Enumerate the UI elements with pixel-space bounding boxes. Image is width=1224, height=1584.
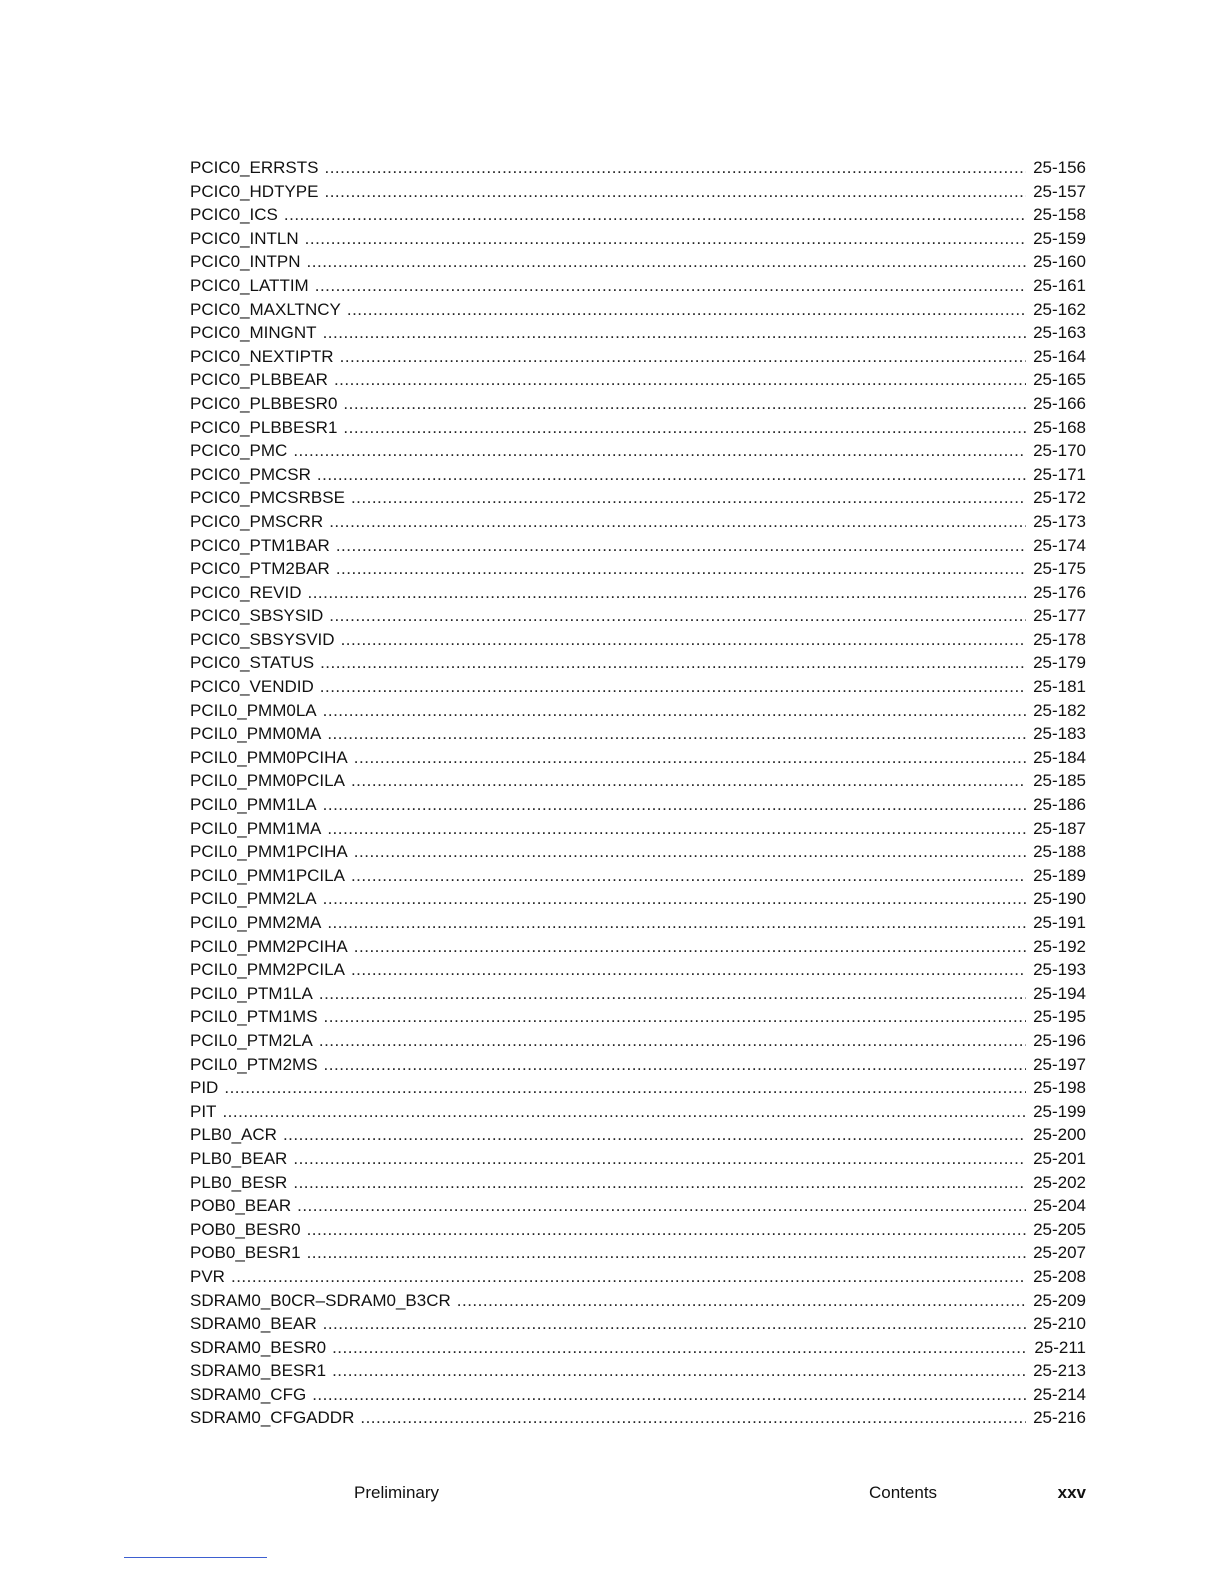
dot-leader <box>319 1029 1026 1053</box>
dot-leader <box>305 227 1026 251</box>
toc-entry-name: PCIL0_PMM1PCILA <box>190 865 345 885</box>
toc-entry-name: PCIL0_PMM2PCILA <box>190 960 345 980</box>
toc-entry[interactable] <box>190 793 1086 817</box>
toc-entry-name: POB0_BEAR <box>190 1196 292 1216</box>
toc-entry-page: 25-188 <box>1033 842 1086 862</box>
toc-entry-page: 25-214 <box>1033 1384 1086 1404</box>
toc-entry-page: 25-193 <box>1033 960 1086 980</box>
toc-entry-name: PCIC0_HDTYPE <box>190 181 319 201</box>
toc-entry[interactable] <box>190 1218 1086 1242</box>
toc-entry-page: 25-182 <box>1033 700 1086 720</box>
toc-entry[interactable] <box>190 1123 1086 1147</box>
toc-entry-page: 25-216 <box>1033 1408 1086 1428</box>
toc-entry-page: 25-209 <box>1033 1290 1086 1310</box>
dot-leader <box>351 486 1026 510</box>
toc-entry[interactable] <box>190 557 1086 581</box>
toc-entry-name: PCIC0_INTPN <box>190 252 301 272</box>
footer-page-number: xxv <box>1057 1483 1086 1502</box>
toc-entry[interactable] <box>190 1147 1086 1171</box>
toc-entry-page: 25-187 <box>1033 818 1086 838</box>
dot-leader <box>317 463 1026 487</box>
toc-entry[interactable] <box>190 227 1086 251</box>
toc-entry-name: PCIL0_PTM2MS <box>190 1054 318 1074</box>
toc-entry[interactable] <box>190 746 1086 770</box>
toc-entry[interactable] <box>190 699 1086 723</box>
toc-entry-name: PCIC0_MAXLTNCY <box>190 299 341 319</box>
toc-entry-name: SDRAM0_BESR0 <box>190 1337 327 1357</box>
dot-leader <box>323 793 1026 817</box>
dot-leader <box>329 604 1026 628</box>
toc-entry-page: 25-213 <box>1033 1361 1086 1381</box>
toc-entry-name: PCIC0_PTM1BAR <box>190 535 330 555</box>
dot-leader <box>341 628 1026 652</box>
toc-entry-name: PLB0_BEAR <box>190 1148 288 1168</box>
toc-entry[interactable] <box>190 1194 1086 1218</box>
dot-leader <box>319 982 1026 1006</box>
toc-entry[interactable] <box>190 958 1086 982</box>
toc-entry[interactable] <box>190 416 1086 440</box>
toc-entry-page: 25-201 <box>1033 1148 1086 1168</box>
toc-entry[interactable] <box>190 581 1086 605</box>
footer-status: Preliminary <box>354 1483 440 1502</box>
toc-entry[interactable] <box>190 203 1086 227</box>
toc-entry-page: 25-178 <box>1033 629 1086 649</box>
toc-entry-page: 25-162 <box>1033 299 1086 319</box>
toc-entry-name: PCIC0_PMCSRBSE <box>190 488 345 508</box>
toc-entry[interactable] <box>190 628 1086 652</box>
dot-leader <box>297 1194 1026 1218</box>
toc-entry-name: PCIL0_PMM2LA <box>190 889 317 909</box>
toc-entry[interactable] <box>190 345 1086 369</box>
toc-entry-page: 25-157 <box>1033 181 1086 201</box>
dot-leader <box>320 675 1026 699</box>
toc-entry[interactable] <box>190 1336 1086 1360</box>
toc-entry-page: 25-208 <box>1033 1266 1086 1286</box>
toc-entry-name: PCIC0_INTLN <box>190 228 299 248</box>
toc-entry-page: 25-161 <box>1033 275 1086 295</box>
dot-leader <box>320 651 1026 675</box>
toc-entry[interactable] <box>190 156 1086 180</box>
toc-entry-name: PCIL0_PMM1LA <box>190 795 317 815</box>
toc-entry-page: 25-195 <box>1033 1007 1086 1027</box>
toc-entry[interactable] <box>190 1171 1086 1195</box>
toc-entry[interactable] <box>190 1005 1086 1029</box>
toc-entry-name: PCIL0_PMM0PCILA <box>190 771 345 791</box>
toc-entry-name: PLB0_BESR <box>190 1172 288 1192</box>
dot-leader <box>354 746 1026 770</box>
toc-entry[interactable] <box>190 1265 1086 1289</box>
toc-entry-name: PCIC0_PLBBEAR <box>190 370 328 390</box>
toc-entry-page: 25-174 <box>1033 535 1086 555</box>
toc-entry[interactable] <box>190 887 1086 911</box>
toc-entry-page: 25-175 <box>1033 559 1086 579</box>
toc-entry[interactable] <box>190 864 1086 888</box>
toc-entry[interactable] <box>190 1359 1086 1383</box>
toc-entry-name: PCIC0_PMCSR <box>190 464 311 484</box>
toc-entry[interactable] <box>190 1100 1086 1124</box>
toc-entry[interactable] <box>190 675 1086 699</box>
dot-leader <box>329 510 1026 534</box>
toc-entry-page: 25-181 <box>1033 677 1086 697</box>
toc-entry-name: PCIL0_PMM2MA <box>190 913 322 932</box>
toc-entry-page: 25-158 <box>1033 205 1086 225</box>
dot-leader <box>336 557 1026 581</box>
dot-leader <box>351 769 1026 793</box>
dot-leader <box>334 368 1026 392</box>
toc-entry-name: PCIC0_PLBBESR0 <box>190 393 338 413</box>
toc-entry[interactable] <box>190 722 1086 746</box>
toc-entry-page: 25-197 <box>1033 1054 1086 1074</box>
toc-entry[interactable] <box>190 982 1086 1006</box>
dot-leader <box>293 1171 1026 1195</box>
scan-mark-line <box>124 1557 267 1558</box>
toc-entry-page: 25-210 <box>1033 1314 1086 1334</box>
toc-entry[interactable] <box>190 368 1086 392</box>
toc-entry-name: PCIL0_PMM2PCIHA <box>190 936 348 956</box>
dot-leader <box>332 1359 1026 1383</box>
dot-leader <box>327 817 1026 841</box>
dot-leader <box>323 887 1026 911</box>
toc-entry[interactable] <box>190 180 1086 204</box>
toc-entry-name: SDRAM0_B0CR–SDRAM0_B3CR <box>190 1290 451 1310</box>
toc-entry-page: 25-186 <box>1033 795 1086 815</box>
dot-leader <box>307 1241 1026 1265</box>
toc-entry-page: 25-198 <box>1033 1078 1086 1098</box>
dot-leader <box>351 958 1026 982</box>
toc-entry-name: SDRAM0_CFGADDR <box>190 1408 355 1428</box>
dot-leader <box>354 935 1026 959</box>
dot-leader <box>327 722 1026 746</box>
toc-entry-page: 25-164 <box>1033 346 1086 366</box>
toc-entry[interactable] <box>190 1312 1086 1336</box>
dot-leader <box>324 1005 1026 1029</box>
dot-leader <box>351 864 1026 888</box>
toc-entry[interactable] <box>190 274 1086 298</box>
toc-entry[interactable] <box>190 1289 1086 1313</box>
toc-entry-page: 25-211 <box>1034 1337 1086 1357</box>
dot-leader <box>293 1147 1026 1171</box>
toc-entry-name: SDRAM0_BESR1 <box>190 1361 327 1381</box>
toc-entry-name: PIT <box>190 1101 217 1121</box>
toc-entry-name: PCIL0_PMM0MA <box>190 724 322 744</box>
toc-entry-name: PCIC0_PLBBESR1 <box>190 417 338 437</box>
dot-leader <box>307 1218 1026 1242</box>
toc-entry[interactable] <box>190 935 1086 959</box>
toc-entry-page: 25-190 <box>1033 889 1086 909</box>
toc-entry-name: PCIL0_PMM1MA <box>190 818 322 838</box>
dot-leader <box>324 180 1026 204</box>
table-of-contents <box>190 156 1086 1430</box>
dot-leader <box>315 274 1026 298</box>
toc-entry-page: 25-159 <box>1033 228 1086 248</box>
toc-entry-name: PCIL0_PTM1MS <box>190 1007 318 1027</box>
toc-entry-name: PCIL0_PTM2LA <box>190 1030 313 1050</box>
toc-entry-page: 25-160 <box>1033 252 1086 272</box>
toc-entry-page: 25-179 <box>1033 653 1086 673</box>
toc-entry[interactable] <box>190 911 1086 935</box>
toc-entry-name: PID <box>190 1078 219 1098</box>
toc-entry[interactable] <box>190 250 1086 274</box>
toc-entry-page: 25-200 <box>1033 1125 1086 1145</box>
dot-leader <box>231 1265 1026 1289</box>
dot-leader <box>222 1100 1026 1124</box>
toc-entry-page: 25-170 <box>1033 441 1086 461</box>
toc-entry-name: PCIC0_PTM2BAR <box>190 559 330 579</box>
toc-entry-name: PCIC0_NEXTIPTR <box>190 346 334 366</box>
toc-entry-name: PCIC0_PMC <box>190 441 288 461</box>
dot-leader <box>354 840 1026 864</box>
toc-entry-name: PLB0_ACR <box>190 1125 277 1145</box>
toc-entry[interactable] <box>190 1241 1086 1265</box>
dot-leader <box>360 1406 1026 1430</box>
toc-entry-page: 25-163 <box>1033 323 1086 343</box>
toc-entry-page: 25-196 <box>1033 1030 1086 1050</box>
toc-entry[interactable] <box>190 439 1086 463</box>
dot-leader <box>457 1289 1026 1313</box>
toc-entry-page: 25-165 <box>1033 370 1086 390</box>
toc-entry[interactable] <box>190 651 1086 675</box>
toc-entry-page: 25-173 <box>1033 511 1086 531</box>
toc-entry[interactable] <box>190 392 1086 416</box>
dot-leader <box>336 534 1026 558</box>
dot-leader <box>324 156 1026 180</box>
toc-entry[interactable] <box>190 1383 1086 1407</box>
toc-entry-name: SDRAM0_CFG <box>190 1384 307 1404</box>
toc-entry-name: PCIL0_PMM0LA <box>190 700 317 720</box>
dot-leader <box>323 321 1026 345</box>
dot-leader <box>323 1312 1026 1336</box>
toc-entry-page: 25-168 <box>1033 417 1086 437</box>
toc-entry-page: 25-184 <box>1033 747 1086 767</box>
toc-entry-name: PCIC0_STATUS <box>190 653 315 673</box>
toc-entry-page: 25-156 <box>1033 158 1086 177</box>
toc-entry-name: PVR <box>190 1266 225 1286</box>
toc-entry-page: 25-207 <box>1033 1243 1086 1263</box>
toc-entry[interactable] <box>190 510 1086 534</box>
dot-leader <box>343 416 1026 440</box>
toc-entry-name: POB0_BESR1 <box>190 1243 301 1263</box>
dot-leader <box>323 699 1026 723</box>
toc-entry[interactable] <box>190 1076 1086 1100</box>
toc-entry-page: 25-199 <box>1033 1101 1086 1121</box>
toc-entry-page: 25-191 <box>1033 913 1086 932</box>
toc-entry-name: PCIL0_PTM1LA <box>190 983 313 1003</box>
toc-entry-page: 25-194 <box>1033 983 1086 1003</box>
toc-entry[interactable] <box>190 298 1086 322</box>
toc-entry[interactable] <box>190 534 1086 558</box>
toc-entry-name: PCIC0_ERRSTS <box>190 158 319 177</box>
dot-leader <box>324 1053 1026 1077</box>
dot-leader <box>327 911 1026 935</box>
dot-leader <box>307 581 1026 605</box>
dot-leader <box>332 1336 1026 1360</box>
dot-leader <box>347 298 1026 322</box>
dot-leader <box>312 1383 1026 1407</box>
toc-entry-page: 25-172 <box>1033 488 1086 508</box>
toc-entry-page: 25-171 <box>1033 464 1086 484</box>
toc-entry-name: PCIC0_VENDID <box>190 677 314 697</box>
dot-leader <box>293 439 1026 463</box>
toc-entry-name: PCIL0_PMM1PCIHA <box>190 842 348 862</box>
toc-entry-name: PCIC0_SBSYSVID <box>190 629 335 649</box>
toc-entry-page: 25-205 <box>1033 1219 1086 1239</box>
toc-entry-page: 25-185 <box>1033 771 1086 791</box>
toc-entry[interactable] <box>190 486 1086 510</box>
toc-entry[interactable] <box>190 604 1086 628</box>
toc-entry[interactable] <box>190 321 1086 345</box>
toc-entry[interactable] <box>190 463 1086 487</box>
footer-section-title: Contents <box>869 1483 938 1502</box>
toc-entry-page: 25-204 <box>1033 1196 1086 1216</box>
toc-entry-page: 25-166 <box>1033 393 1086 413</box>
toc-entry[interactable] <box>190 840 1086 864</box>
toc-entry-page: 25-189 <box>1033 865 1086 885</box>
toc-entry[interactable] <box>190 817 1086 841</box>
toc-entry[interactable] <box>190 769 1086 793</box>
dot-leader <box>343 392 1026 416</box>
toc-entry-page: 25-176 <box>1033 582 1086 602</box>
toc-entry-name: SDRAM0_BEAR <box>190 1314 317 1334</box>
toc-entry-page: 25-183 <box>1033 724 1086 744</box>
toc-entry-name: PCIC0_SBSYSID <box>190 606 324 626</box>
dot-leader <box>284 203 1026 227</box>
dot-leader <box>340 345 1026 369</box>
toc-entry-name: PCIC0_LATTIM <box>190 275 309 295</box>
toc-entry[interactable] <box>190 1406 1086 1430</box>
toc-entry-page: 25-192 <box>1033 936 1086 956</box>
toc-entry-name: POB0_BESR0 <box>190 1219 301 1239</box>
dot-leader <box>224 1076 1026 1100</box>
toc-entry[interactable] <box>190 1053 1086 1077</box>
toc-entry-name: PCIC0_ICS <box>190 205 278 225</box>
toc-entry[interactable] <box>190 1029 1086 1053</box>
toc-entry-name: PCIC0_REVID <box>190 582 302 602</box>
toc-entry-page: 25-202 <box>1033 1172 1086 1192</box>
toc-entry-name: PCIL0_PMM0PCIHA <box>190 747 348 767</box>
toc-entry-name: PCIC0_PMSCRR <box>190 511 324 531</box>
dot-leader <box>283 1123 1026 1147</box>
dot-leader <box>307 250 1026 274</box>
toc-entry-name: PCIC0_MINGNT <box>190 323 317 343</box>
toc-entry-page: 25-177 <box>1033 606 1086 626</box>
